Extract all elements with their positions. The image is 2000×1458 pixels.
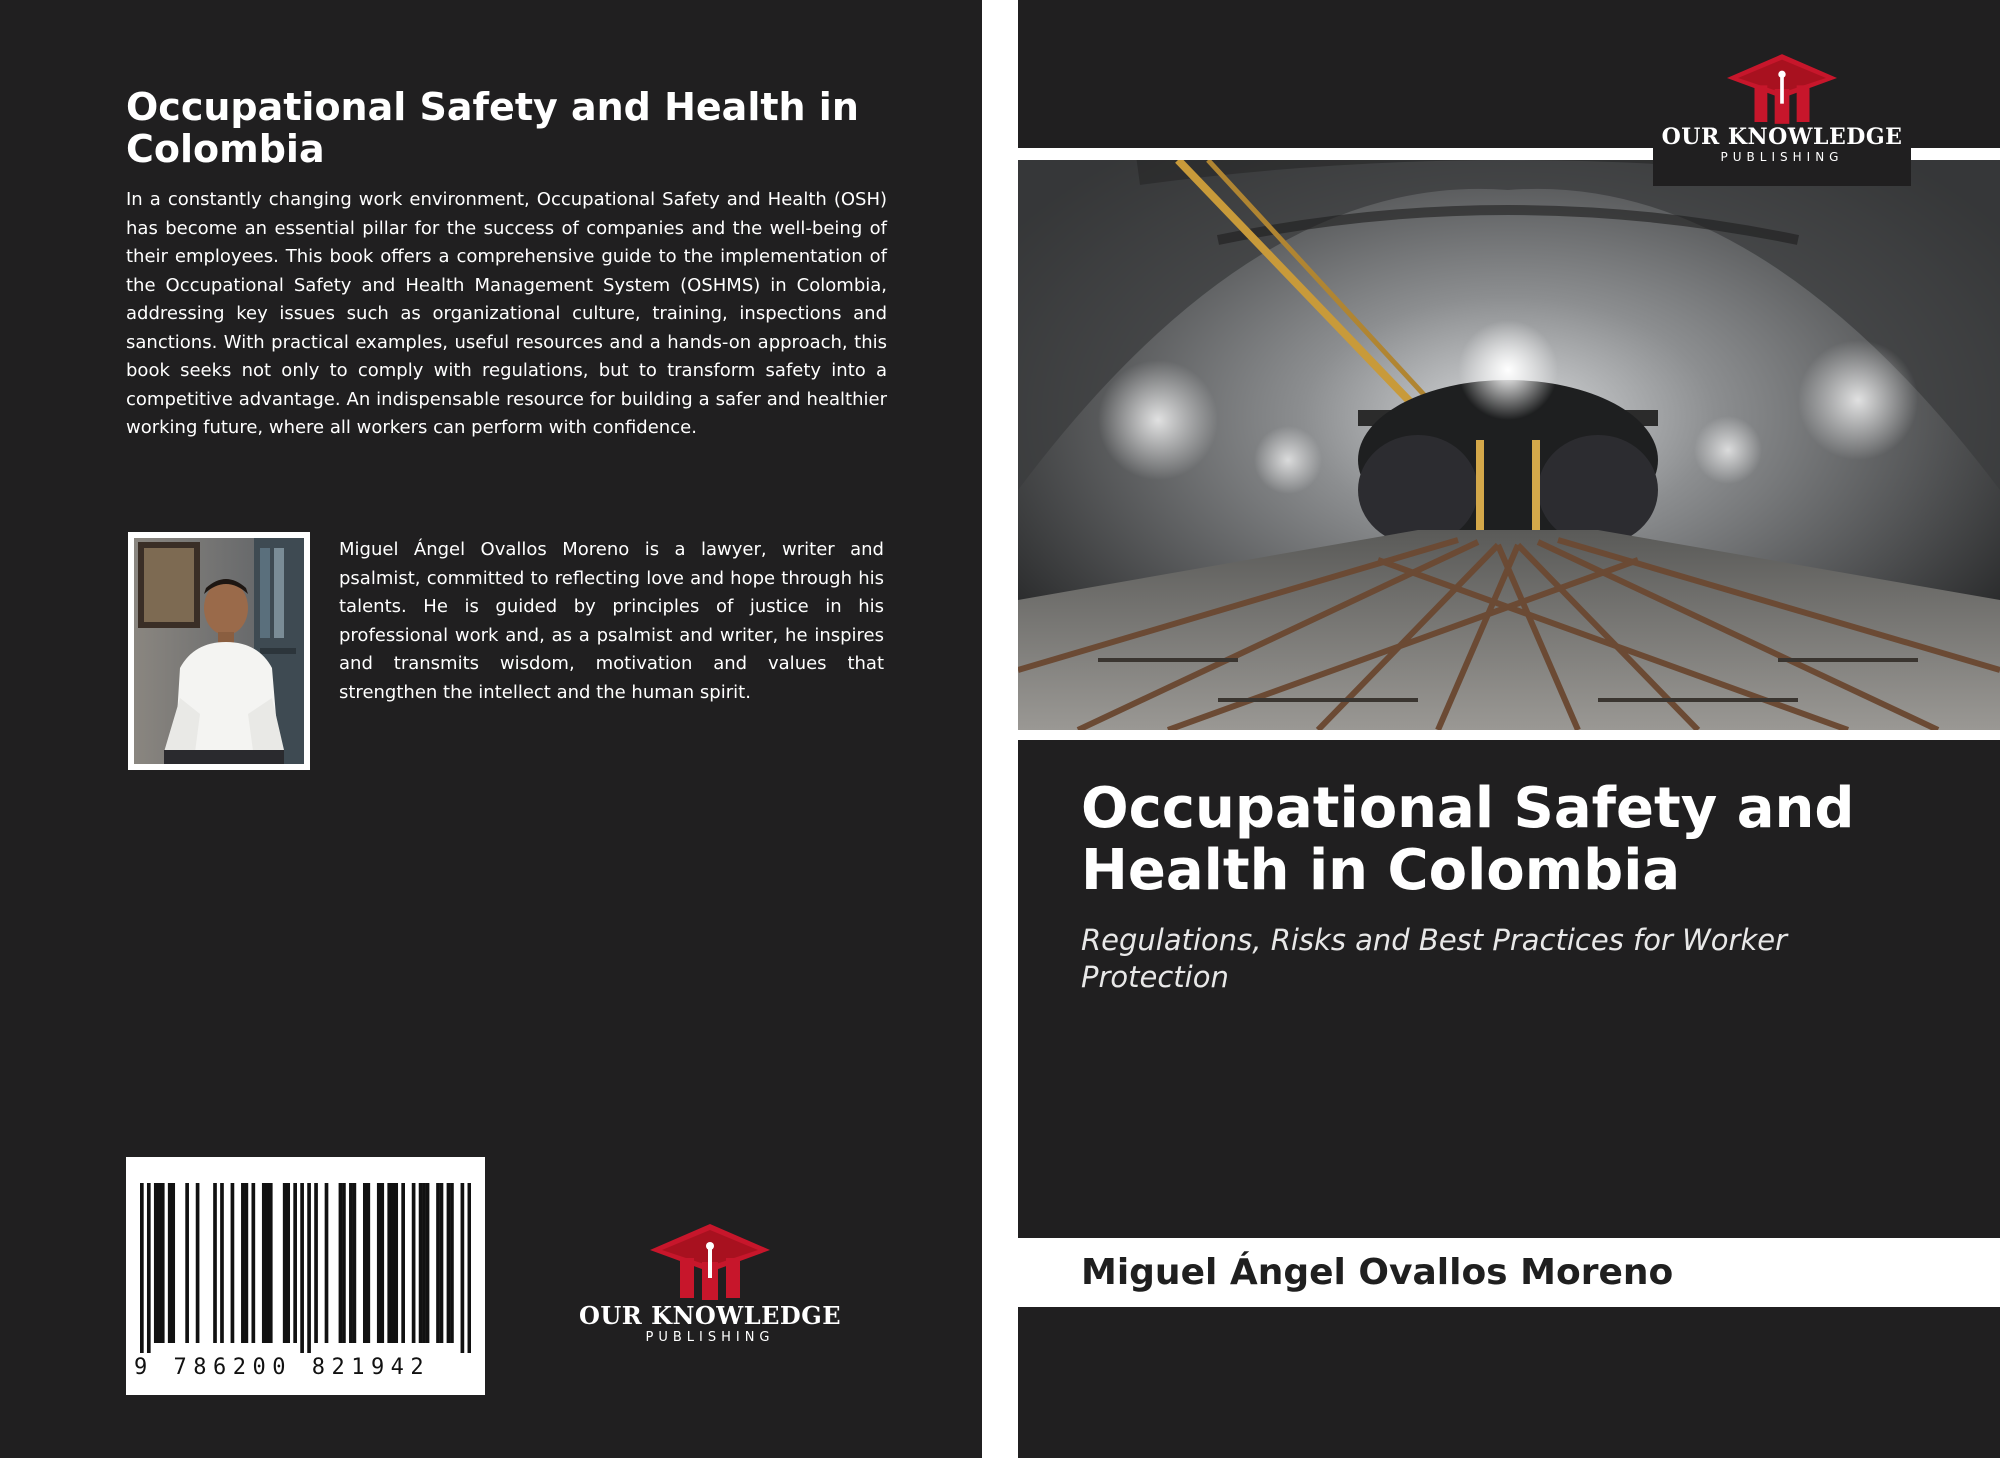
barcode-bar: [419, 1183, 423, 1343]
barcode-bar: [161, 1183, 165, 1343]
barcode-bar: [307, 1183, 311, 1353]
publisher-logo-front: [1653, 54, 1911, 164]
barcode-bar: [265, 1183, 269, 1343]
barcode-bar: [147, 1183, 151, 1353]
publisher-name: OUR KNOWLEDGE: [1661, 124, 1903, 150]
barcode-bar: [422, 1183, 426, 1343]
barcode-bar: [196, 1183, 200, 1343]
barcode-bar: [245, 1183, 249, 1343]
barcode-bar: [241, 1183, 245, 1343]
barcode-bar: [154, 1183, 158, 1343]
barcode-bar: [251, 1183, 255, 1343]
barcode-bar: [286, 1183, 290, 1343]
cover-image-tunnel: [1018, 160, 2000, 730]
isbn-barcode: [126, 1157, 485, 1395]
barcode-bar: [283, 1183, 287, 1343]
barcode-bar: [262, 1183, 266, 1343]
barcode-bar: [436, 1183, 440, 1343]
back-cover-title: Occupational Safety and Health in Colombia: [126, 85, 859, 171]
front-cover-author: Miguel Ángel Ovallos Moreno: [1081, 1252, 1674, 1293]
barcode-bar: [168, 1183, 172, 1343]
barcode-bar: [325, 1183, 329, 1343]
barcode-bar: [366, 1183, 370, 1343]
barcode-bar: [440, 1183, 444, 1343]
barcode-bar: [269, 1183, 273, 1343]
barcode-bar: [363, 1183, 367, 1343]
front-cover-subtitle: Regulations, Risks and Best Practices for Worker Protection: [1081, 923, 1788, 994]
barcode-bars: [140, 1183, 471, 1353]
front-cover-footer: [1018, 1307, 2000, 1458]
barcode-bar: [314, 1183, 318, 1343]
spine: [982, 0, 1018, 1458]
graduation-cap-icon: [1727, 54, 1837, 124]
barcode-bar: [387, 1183, 391, 1343]
barcode-bar: [380, 1183, 384, 1343]
barcode-bar: [300, 1183, 304, 1353]
barcode-bar: [339, 1183, 343, 1343]
publisher-tagline: PUBLISHING: [1720, 150, 1844, 164]
barcode-bar: [220, 1183, 224, 1343]
barcode-bar: [342, 1183, 346, 1343]
barcode-bar: [213, 1183, 217, 1343]
barcode-bar: [157, 1183, 161, 1343]
publisher-name: OUR KNOWLEDGE: [578, 1301, 842, 1330]
barcode-bar: [412, 1183, 416, 1343]
barcode-bar: [450, 1183, 454, 1343]
barcode-bar: [401, 1183, 405, 1343]
barcode-bar: [353, 1183, 357, 1343]
book-description: In a constantly changing work environment, Occupational Safety and Health (OSH) has become an essential pillar for the success of companies and the well-being of their employees. This book offers a comprehensive guide to the implementation of the Occupational Safety and Health Management System (OSHMS) in Colombia, addressing key issues such as organizational culture, training, inspections and sanctions. With practical examples, useful resources and a hands-on approach, this book seeks not only to comply with regulations, but to transform safety into a competitive advantage. An indispensable resource for building a safer and healthier working future, where all workers can perform with confidence.: [126, 189, 887, 438]
barcode-bar: [461, 1183, 465, 1353]
barcode-bar: [349, 1183, 353, 1343]
publisher-tagline: PUBLISHING: [645, 1330, 775, 1345]
barcode-bar: [377, 1183, 381, 1343]
barcode-bar: [171, 1183, 175, 1343]
barcode-bar: [140, 1183, 144, 1353]
barcode-bar: [391, 1183, 395, 1343]
barcode-bar: [394, 1183, 398, 1343]
barcode-bar: [426, 1183, 430, 1343]
barcode-bar: [447, 1183, 451, 1343]
barcode-bar: [293, 1183, 297, 1343]
barcode-bar: [185, 1183, 189, 1343]
author-photo: [128, 532, 310, 770]
publisher-logo-back: [570, 1224, 850, 1346]
front-cover-title: Occupational Safety and Health in Colombia: [1081, 776, 1855, 903]
barcode-bar: [468, 1183, 471, 1353]
author-bio: Miguel Ángel Ovallos Moreno is a lawyer, writer and psalmist, committed to reflecting love and hope through his talents. He is guided by principles of justice in his professional work and, as a psalmist and writer, he inspires and transmits wisdom, motivation and values that strengthen the intellect and the human spirit.: [339, 539, 884, 703]
barcode-bar: [231, 1183, 235, 1343]
graduation-cap-icon: [650, 1224, 770, 1300]
isbn-number: 9 786200 821942: [134, 1355, 431, 1380]
